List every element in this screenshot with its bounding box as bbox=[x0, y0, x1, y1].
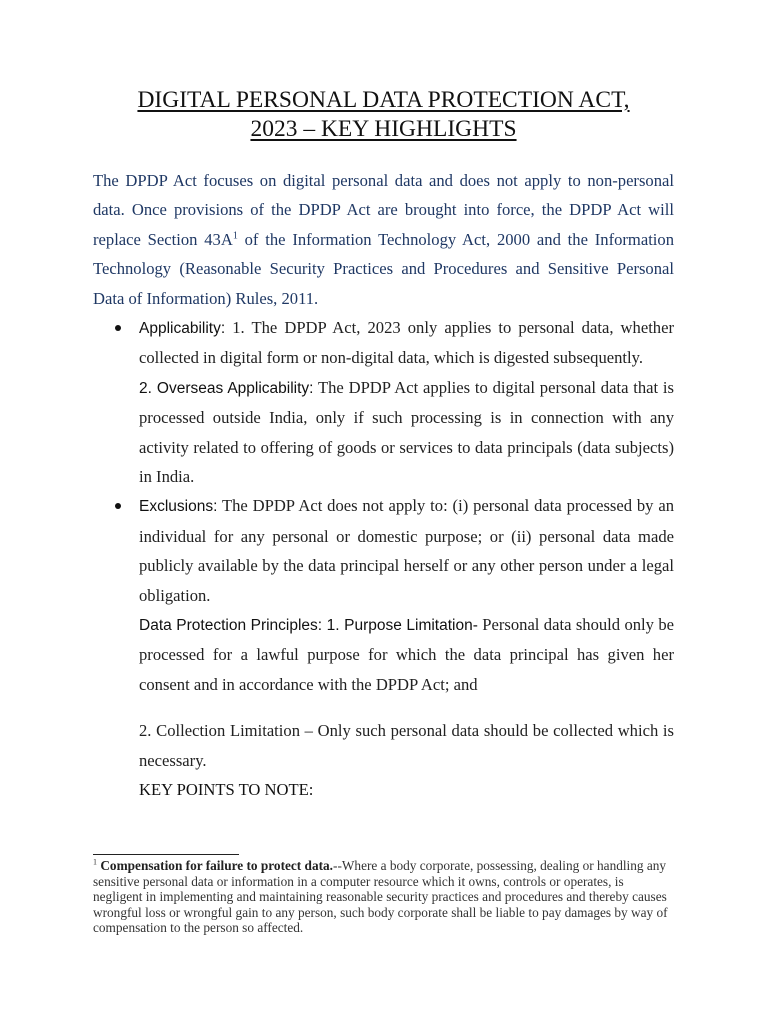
bullet-icon bbox=[115, 503, 121, 509]
intro-paragraph bbox=[93, 166, 674, 313]
exclusions-text: The DPDP Act does not apply to: (i) personal data processed by an individual for any personal or domestic purpose; or (ii) personal data made publicly available by the data principal herself or any other person under a legal obligation. bbox=[139, 496, 674, 605]
principles-paragraph bbox=[139, 610, 674, 699]
list-item-exclusions bbox=[139, 491, 674, 804]
list-item-applicability bbox=[139, 313, 674, 491]
collection-paragraph: 2. Collection Limitation – Only such personal data should be collected which is necessary. bbox=[139, 721, 674, 770]
principles-text: Personal data should only be processed for a lawful purpose for which the data principal has given her consent and in accordance with the DPDP Act; and bbox=[139, 615, 674, 694]
key-points-heading: KEY POINTS TO NOTE: bbox=[139, 780, 314, 800]
paragraph-spacer bbox=[139, 699, 674, 716]
page-title bbox=[93, 86, 674, 144]
title-line-2: 2023 – KEY HIGHLIGHTS bbox=[250, 116, 517, 142]
footnote-reference[interactable]: 1 bbox=[232, 230, 238, 242]
highlights-list bbox=[139, 313, 674, 805]
intro-text-end: of the Information Technology Act, 2000 and the Information Technology (Reasonable Security Practices and Procedures and Sensitive Personal Data of Information) Rules, 2011. bbox=[93, 229, 675, 308]
exclusions-label: Exclusions: bbox=[139, 498, 218, 516]
intro-text-start: The DPDP Act focuses on digital personal data and does not apply to non-personal data. Once provisions of the DPDP Act are brought into force, the DPDP Act will replace Section 43A bbox=[93, 171, 674, 249]
footnote-separator bbox=[93, 854, 239, 855]
footnote-number: 1 bbox=[93, 857, 97, 867]
title-line-1: DIGITAL PERSONAL DATA PROTECTION ACT, bbox=[137, 87, 630, 113]
overseas-paragraph bbox=[139, 373, 674, 492]
bullet-icon bbox=[115, 325, 121, 331]
exclusions-paragraph bbox=[139, 491, 674, 610]
footnote-heading: Compensation for failure to protect data. bbox=[100, 858, 334, 873]
footnote-text: --Where a body corporate, possessing, dealing or handling any sensitive personal data or information in a computer resource which it owns, controls or operates, is negligent in implementing and maintaining reasonable security practices and procedures and thereby causes wrongful loss or wrongful gain to any person, such body corporate shall be liable to pay damages by way of compensation to the person so affected. bbox=[93, 858, 668, 935]
overseas-text: The DPDP Act applies to digital personal data that is processed outside India, only if such processing is in connection with any activity related to offering of goods or services to data principals (data subjects) in India. bbox=[139, 377, 674, 487]
applicability-label: Applicability: bbox=[139, 320, 226, 337]
footnote bbox=[93, 858, 674, 936]
applicability-paragraph bbox=[139, 313, 674, 373]
applicability-text: 1. The DPDP Act, 2023 only applies to personal data, whether collected in digital form or non-digital data, which is digested subsequently. bbox=[139, 318, 674, 368]
principles-label: Data Protection Principles: 1. Purpose Limitation- bbox=[139, 617, 478, 635]
overseas-label: 2. Overseas Applicability: bbox=[139, 379, 314, 397]
